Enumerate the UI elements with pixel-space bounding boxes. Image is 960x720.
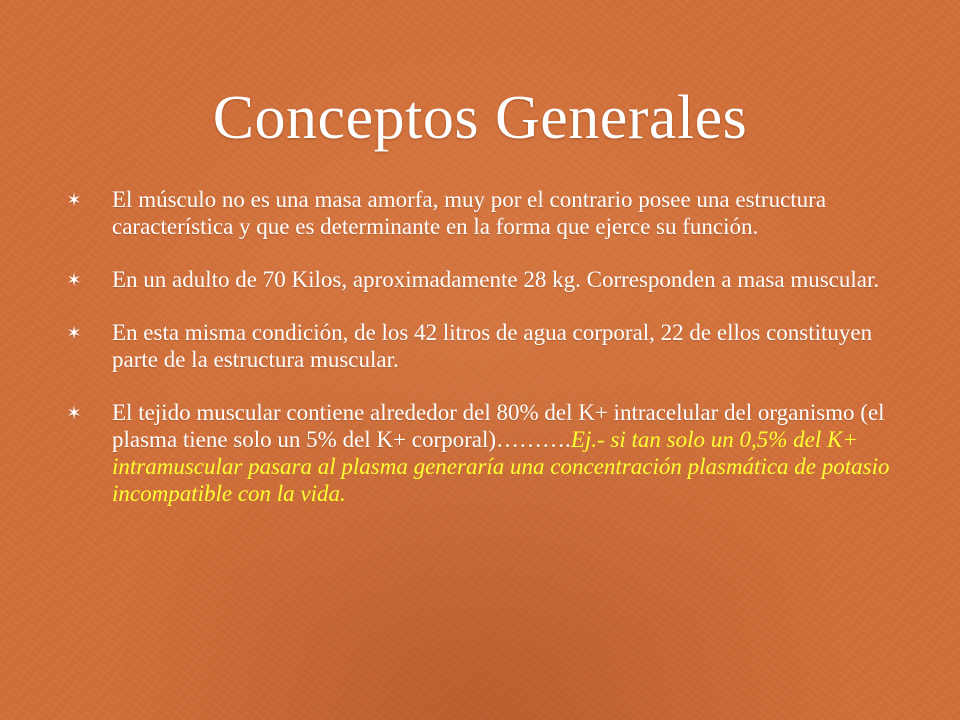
bullet-text: El músculo no es una masa amorfa, muy por el contrario posee una estructura característica y que es determinante en la forma que ejerce su función. [112, 187, 827, 239]
star-icon: ✶ [66, 403, 82, 423]
bullet-item [64, 319, 900, 373]
bullet-highlight-example: Ej.- si tan solo un 0,5% del K+ intramuscular pasara al plasma generaría una concentración plasmática de potasio incompatible con la vida. [112, 427, 890, 506]
slide-title: Conceptos Generales [212, 84, 748, 152]
bullet-text: En un adulto de 70 Kilos, aproximadamente 28 kg. Corresponden a masa muscular. [112, 267, 880, 292]
bullet-item [64, 186, 900, 240]
star-icon: ✶ [66, 323, 82, 343]
bullet-item [64, 266, 900, 293]
bullet-text: El tejido muscular contiene alrededor del 80% del K+ intracelular del organismo (el plasma tiene solo un 5% del K+ corporal)………. [112, 400, 885, 452]
star-icon: ✶ [66, 190, 82, 210]
bullet-item [64, 399, 900, 507]
bullet-list [64, 186, 900, 533]
bullet-text: En esta misma condición, de los 42 litros de agua corporal, 22 de ellos constituyen parte de la estructura muscular. [112, 320, 873, 372]
star-icon: ✶ [66, 270, 82, 290]
